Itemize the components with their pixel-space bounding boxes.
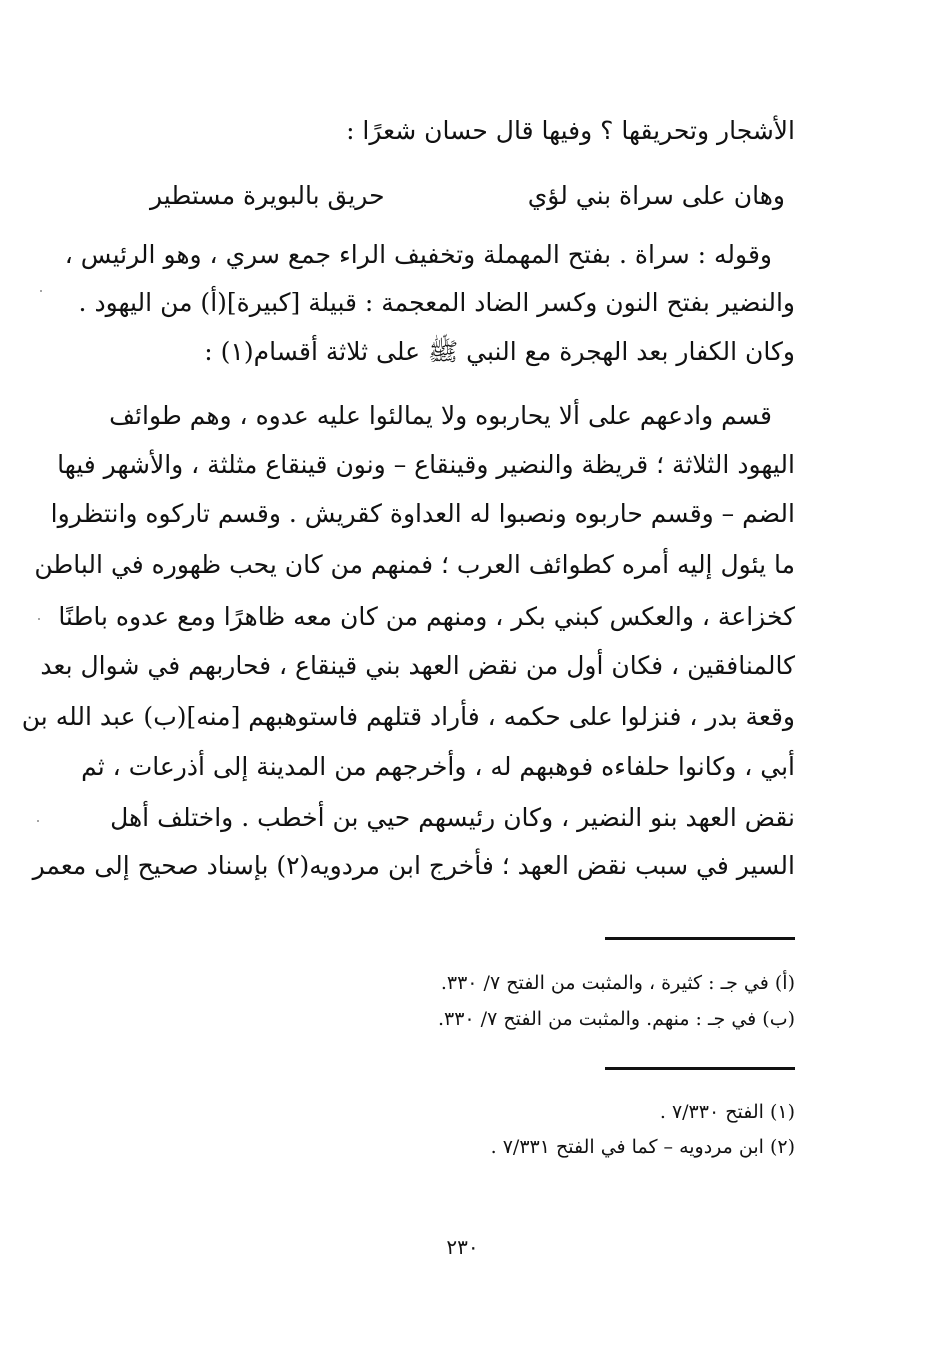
body-line: ما يئول إليه أمره كطوائف العرب ؛ فمنهم من كان يحب ظهوره في الباطن xyxy=(34,550,795,579)
notes-line: والنضير بفتح النون وكسر الضاد المعجمة : قبيلة [كبيرة](أ) من اليهود . xyxy=(78,288,795,317)
body-line: اليهود الثلاثة ؛ قريظة والنضير وقينقاع – ونون قينقاع مثلثة ، والأشهر فيها xyxy=(57,450,795,479)
footnote-divider xyxy=(605,937,795,940)
body-line: أبي ، وكانوا حلفاءه فوهبهم له ، وأخرجهم من المدينة إلى أذرعات ، ثم xyxy=(81,752,795,781)
footnote-item: (أ) في جـ : كثيرة ، والمثبت من الفتح ٧/ ٣٣٠. xyxy=(440,972,795,994)
footnote-item: (١) الفتح ٧/٣٣٠ . xyxy=(659,1101,795,1123)
footnote-item: (ب) في جـ : منهم. والمثبت من الفتح ٧/ ٣٣٠. xyxy=(437,1008,795,1030)
notes-line: وكان الكفار بعد الهجرة مع النبي ﷺ على ثلاثة أقسام(١) : xyxy=(204,337,795,366)
verse-second-hemistich: حريق بالبويرة مستطير xyxy=(150,181,385,210)
intro-line: الأشجار وتحريقها ؟ وفيها قال حسان شعرًا : xyxy=(346,116,795,145)
body-line: قسم وادعهم على ألا يحاربوه ولا يمالئوا عليه عدوه ، وهم طوائف xyxy=(109,401,772,430)
footnote-divider xyxy=(605,1067,795,1070)
body-line: الضم – وقسم حاربوه ونصبوا له العداوة كقريش . وقسم تاركوه وانتظروا xyxy=(50,499,795,528)
body-line: كخزاعة ، والعكس كبني بكر ، ومنهم من كان معه ظاهرًا ومع عدوه باطنًا xyxy=(58,602,795,631)
notes-line: وقوله : سراة . بفتح المهملة وتخفيف الراء جمع سري ، وهو الرئيس ، xyxy=(64,240,772,269)
scan-speck xyxy=(37,820,39,822)
scan-speck xyxy=(38,618,40,620)
verse-first-hemistich: وهان على سراة بني لؤي xyxy=(527,181,785,210)
scan-speck xyxy=(40,290,42,292)
body-line: وقعة بدر ، فنزلوا على حكمه ، فأراد قتلهم فاستوهبهم [منه](ب) عبد الله بن xyxy=(21,702,795,731)
body-line: السير في سبب نقض العهد ؛ فأخرج ابن مردويه(٢) بإسناد صحيح إلى معمر xyxy=(32,851,795,880)
footnote-item: (٢) ابن مردويه – كما في الفتح ٧/٣٣١ . xyxy=(490,1136,795,1158)
body-line: نقض العهد بنو النضير ، وكان رئيسهم حيي بن أخطب . واختلف أهل xyxy=(110,803,795,832)
body-line: كالمنافقين ، فكان أول من نقض العهد بني قينقاع ، فحاربهم في شوال بعد xyxy=(40,651,795,680)
page-number: ٢٣٠ xyxy=(446,1235,479,1259)
